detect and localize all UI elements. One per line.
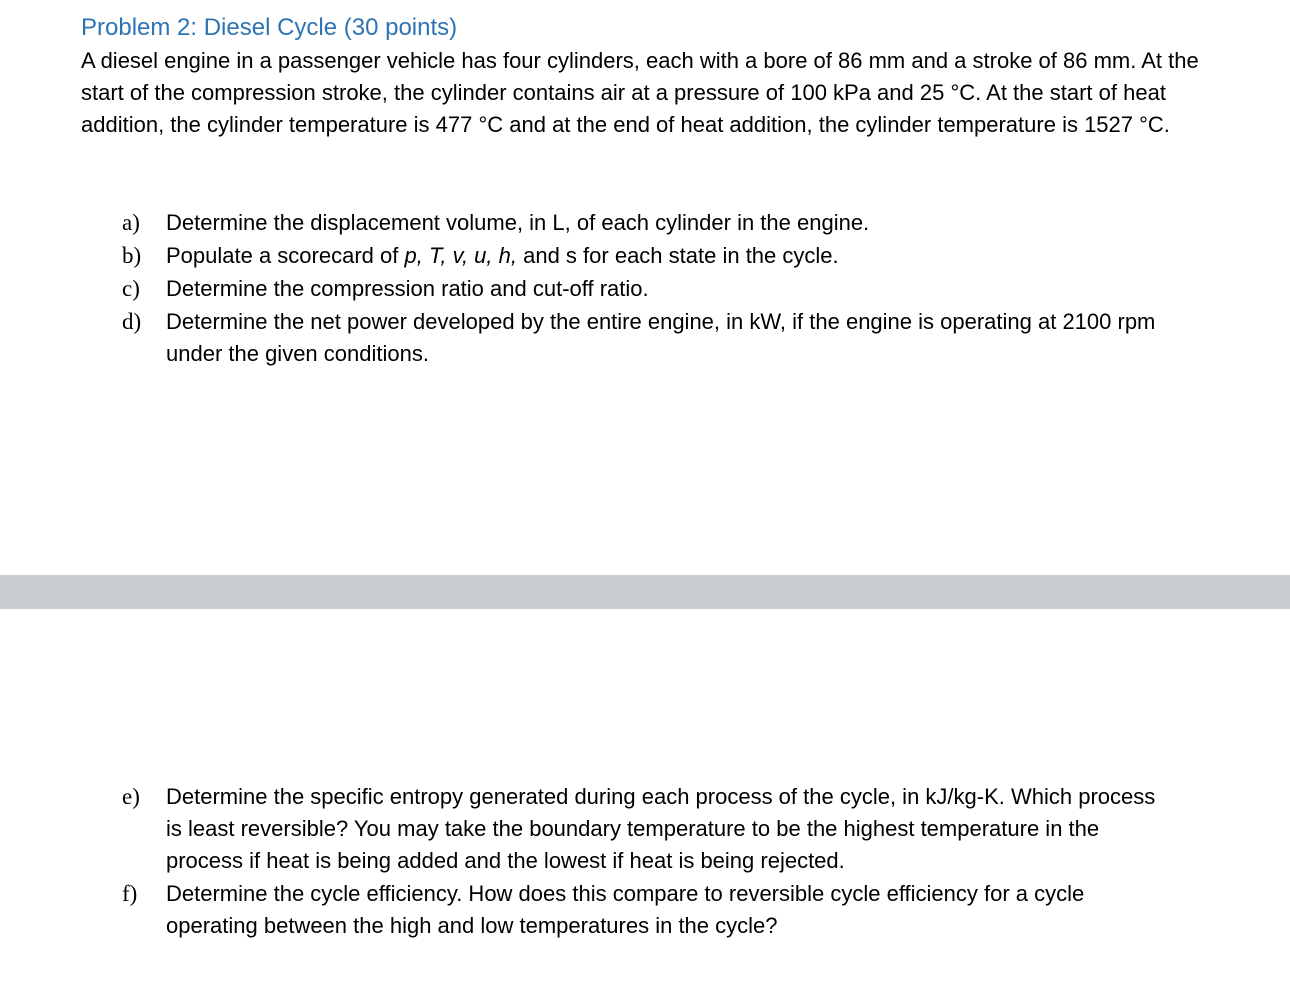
question-c xyxy=(0,273,1176,305)
question-text-variables: p, T, v, u, h, xyxy=(404,243,517,268)
question-list-page-2 xyxy=(0,781,1176,943)
question-text xyxy=(166,243,839,268)
question-text-pre: Populate a scorecard of xyxy=(166,243,405,268)
question-f xyxy=(0,878,1176,942)
question-marker: a) xyxy=(122,210,140,235)
question-a xyxy=(0,207,1176,239)
question-text: Determine the net power developed by the entire engine, in kW, if the engine is operating at 2100 rpm under the given conditions. xyxy=(166,309,1156,366)
question-text: Determine the compression ratio and cut-off ratio. xyxy=(166,276,649,301)
question-list-page-1 xyxy=(0,207,1176,371)
question-marker: e) xyxy=(122,784,140,809)
page-break-gap xyxy=(0,575,1290,609)
question-marker: f) xyxy=(122,881,138,906)
question-text: Determine the specific entropy generated during each process of the cycle, in kJ/kg-K. Which process is least reversible? You may take the boundary temperature to be the highest temperature in the process if heat is being added and the lowest if heat is being rejected. xyxy=(166,784,1156,873)
question-d xyxy=(0,306,1176,370)
question-text-post: and s for each state in the cycle. xyxy=(517,243,839,268)
problem-title: Problem 2: Diesel Cycle (30 points) xyxy=(81,14,458,41)
question-marker: b) xyxy=(122,243,142,268)
question-marker: c) xyxy=(122,276,140,301)
question-marker: d) xyxy=(122,309,142,334)
question-e xyxy=(0,781,1176,877)
problem-statement: A diesel engine in a passenger vehicle has four cylinders, each with a bore of 86 mm and a stroke of 86 mm. At the start of the compression stroke, the cylinder contains air at a pressure of 100 kPa and 25 °C. At the start of heat addition, the cylinder temperature is 477 °C and at the end of heat addition, the cylinder temperature is 1527 °C. xyxy=(81,48,1199,137)
question-text: Determine the displacement volume, in L, of each cylinder in the engine. xyxy=(166,210,870,235)
question-text: Determine the cycle efficiency. How does this compare to reversible cycle efficiency for a cycle operating between the high and low temperatures in the cycle? xyxy=(166,881,1085,938)
question-b xyxy=(0,240,1176,272)
